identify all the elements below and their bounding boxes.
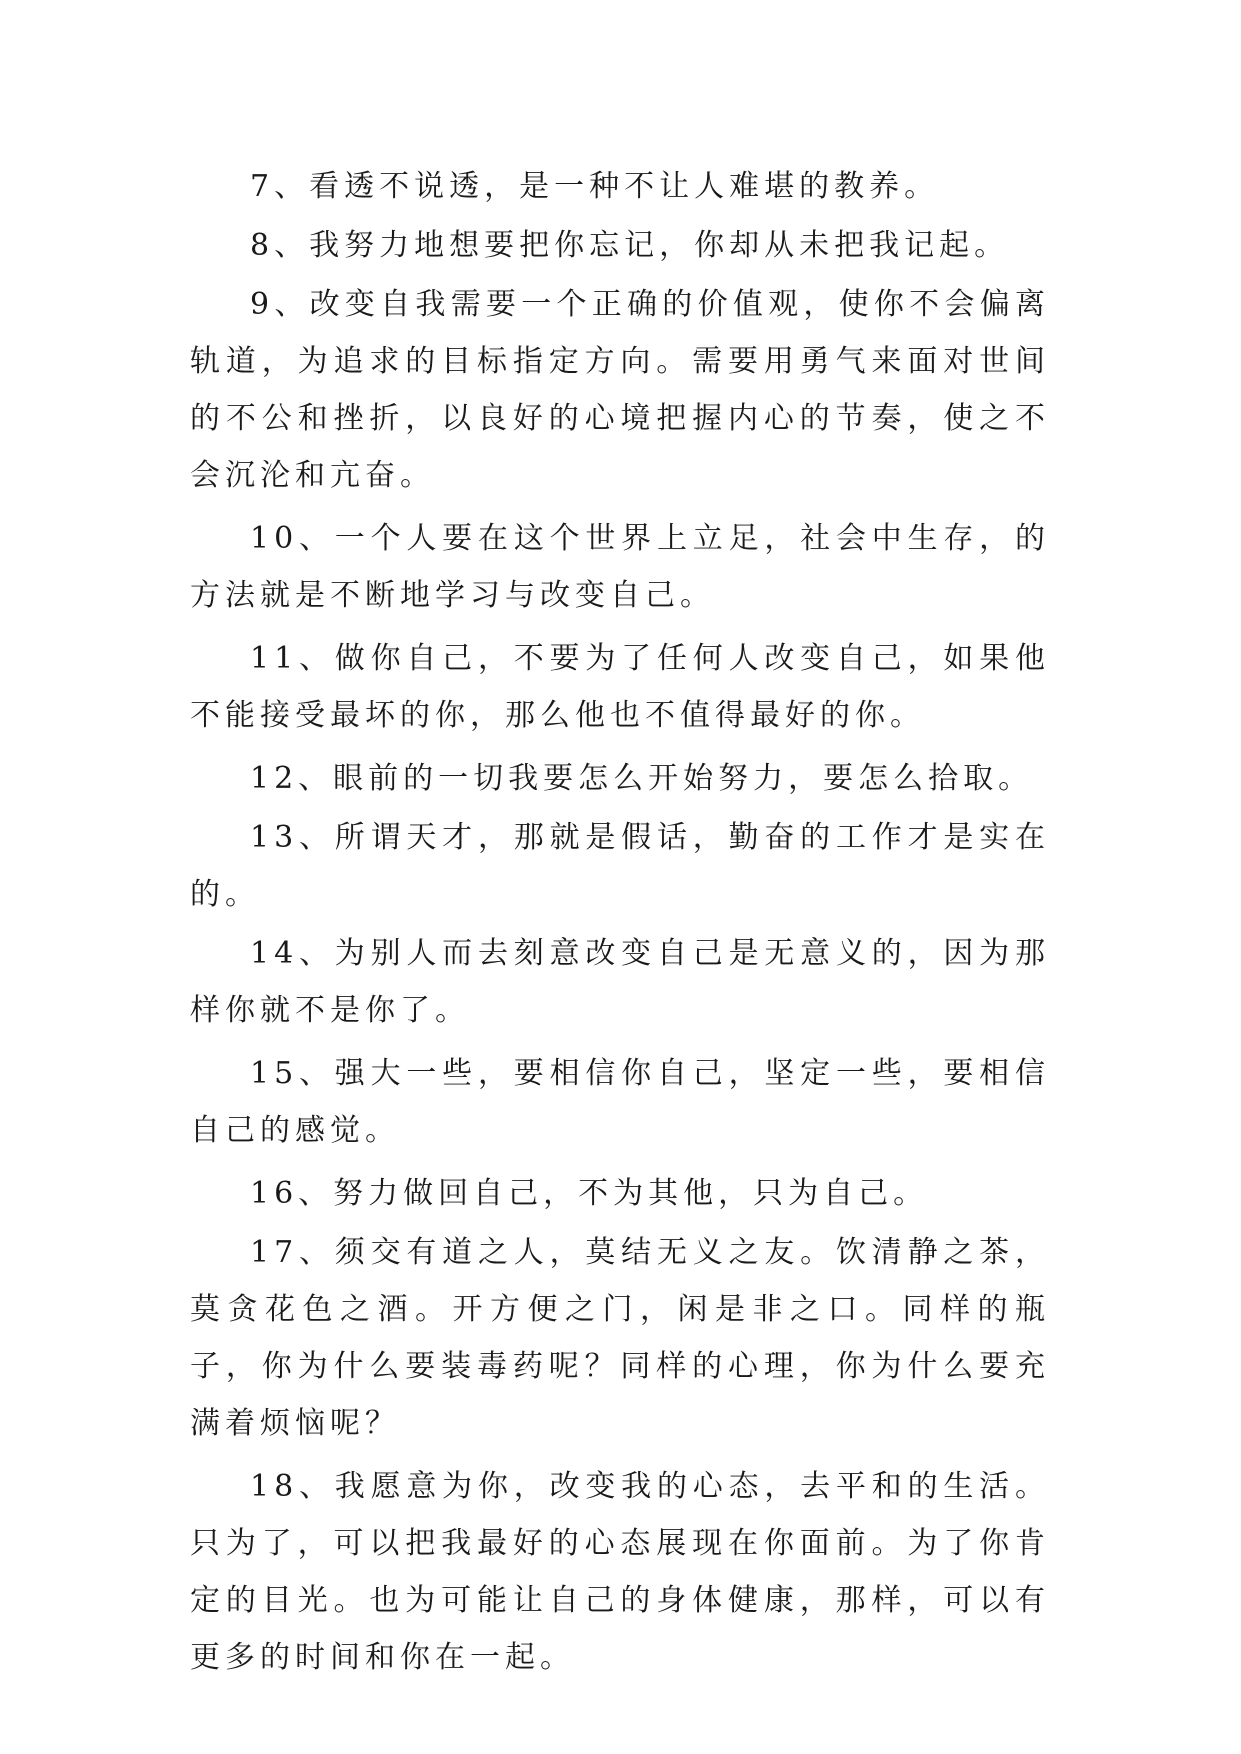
paragraph-11: 11、做你自己，不要为了任何人改变自己，如果他不能接受最坏的你，那么他也不值得最好的你。 <box>190 641 1050 733</box>
paragraph-13: 13、所谓天才，那就是假话，勤奋的工作才是实在的。 <box>190 820 1050 912</box>
paragraph-15: 15、强大一些，要相信你自己，坚定一些，要相信自己的感觉。 <box>190 1056 1050 1148</box>
paragraph-16: 16、努力做回自己，不为其他，只为自己。 <box>250 1176 929 1211</box>
paragraph-8: 8、我努力地想要把你忘记，你却从未把我记起。 <box>250 228 1010 263</box>
paragraph-9: 9、改变自我需要一个正确的价值观，使你不会偏离轨道，为追求的目标指定方向。需要用勇气来面对世间的不公和挫折，以良好的心境把握内心的节奏，使之不会沉沦和亢奋。 <box>190 287 1050 493</box>
paragraph-12: 12、眼前的一切我要怎么开始努力，要怎么拾取。 <box>250 761 1034 796</box>
paragraph-7: 7、看透不说透，是一种不让人难堪的教养。 <box>250 169 940 204</box>
paragraph-14: 14、为别人而去刻意改变自己是无意义的，因为那样你就不是你了。 <box>190 936 1050 1028</box>
paragraph-17: 17、须交有道之人，莫结无义之友。饮清静之茶，莫贪花色之酒。开方便之门，闲是非之口。同样的瓶子，你为什么要装毒药呢？同样的心理，你为什么要充满着烦恼呢？ <box>190 1235 1050 1441</box>
paragraph-10: 10、一个人要在这个世界上立足，社会中生存，的方法就是不断地学习与改变自己。 <box>190 521 1050 613</box>
document-body <box>190 158 1050 1688</box>
paragraph-18: 18、我愿意为你，改变我的心态，去平和的生活。只为了，可以把我最好的心态展现在你面前。为了你肯定的目光。也为可能让自己的身体健康，那样，可以有更多的时间和你在一起。 <box>190 1469 1050 1675</box>
